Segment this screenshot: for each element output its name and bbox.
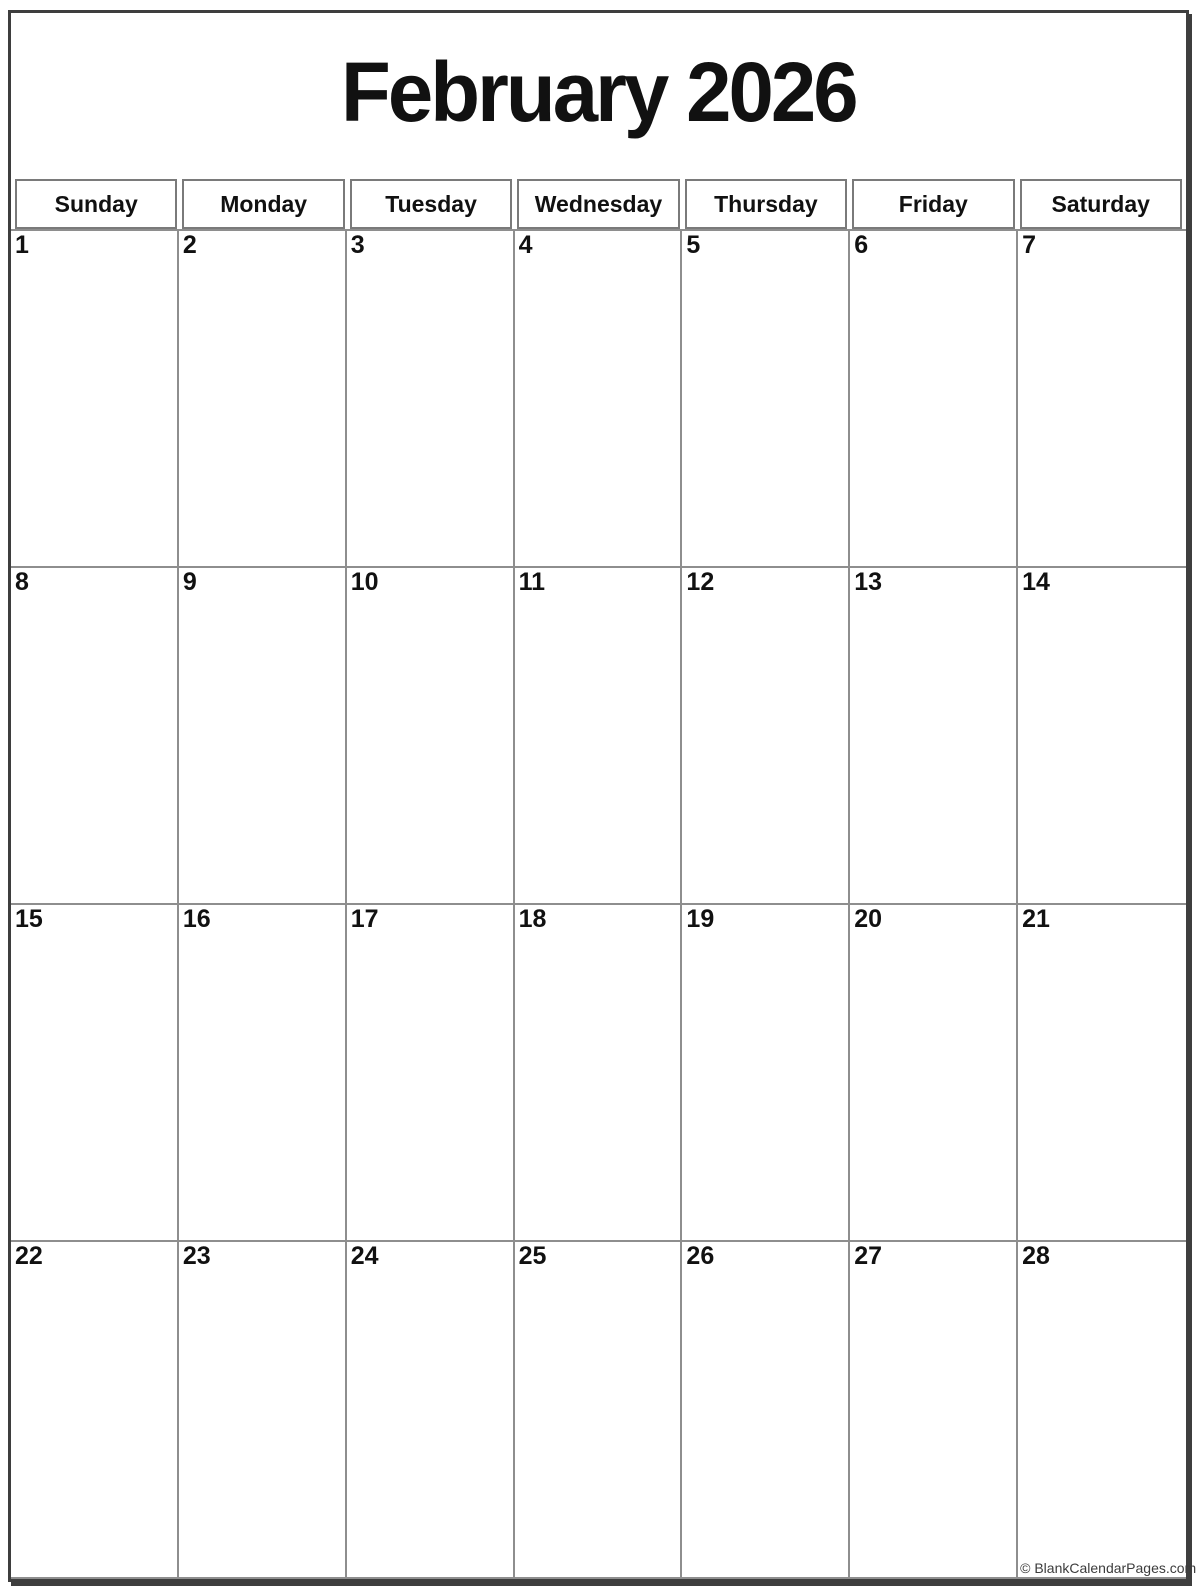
day-cell-7: [1018, 231, 1186, 568]
calendar-page-frame: [8, 10, 1197, 1582]
day-number: 5: [686, 231, 701, 259]
day-cell-11: [515, 568, 683, 905]
day-number: 12: [686, 568, 715, 596]
day-cell-5: [682, 231, 850, 568]
day-cell-8: [11, 568, 179, 905]
day-number: 22: [15, 1242, 43, 1270]
day-number: 9: [182, 568, 197, 596]
weekday-header-tuesday: Tuesday: [350, 179, 512, 229]
day-number: 8: [15, 568, 29, 596]
day-number: 2: [182, 231, 197, 259]
footer-credit: © BlankCalendarPages.com: [1020, 1560, 1197, 1576]
day-number: 17: [350, 905, 379, 933]
day-cell-27: [850, 1242, 1018, 1579]
day-number: 26: [686, 1242, 715, 1270]
day-number: 4: [518, 231, 533, 259]
day-cell-23: [179, 1242, 347, 1579]
day-number: 15: [15, 905, 43, 933]
day-cell-21: [1018, 905, 1186, 1242]
weekday-header-wednesday: Wednesday: [517, 179, 679, 229]
day-cell-9: [179, 568, 347, 905]
page-title: February 2026: [341, 44, 856, 139]
day-number: 23: [182, 1242, 211, 1270]
day-number: 18: [518, 905, 547, 933]
day-number: 16: [182, 905, 211, 933]
day-number: 7: [1022, 231, 1037, 259]
day-cell-28: [1018, 1242, 1197, 1579]
day-number: 13: [854, 568, 883, 596]
day-cell-3: [347, 231, 515, 568]
day-cell-4: [515, 231, 683, 568]
day-number: 27: [854, 1242, 883, 1270]
day-number: 24: [350, 1242, 379, 1270]
day-number: 19: [686, 905, 715, 933]
day-number: 25: [518, 1242, 547, 1270]
day-number: 10: [350, 568, 379, 596]
day-cell-26: [682, 1242, 850, 1579]
day-number: 6: [854, 231, 869, 259]
weekday-header-row: [11, 179, 1186, 229]
day-cell-12: [682, 568, 850, 905]
calendar-grid: [11, 229, 1197, 1579]
weekday-header-sunday: Sunday: [15, 179, 177, 229]
weekday-header-thursday: Thursday: [685, 179, 847, 229]
day-cell-20: [850, 905, 1018, 1242]
day-cell-13: [850, 568, 1018, 905]
day-cell-22: [11, 1242, 179, 1579]
weekday-header-friday: Friday: [852, 179, 1014, 229]
weekday-header-monday: Monday: [182, 179, 344, 229]
day-cell-6: [850, 231, 1018, 568]
day-number: 11: [518, 568, 545, 596]
day-number: 21: [1022, 905, 1050, 933]
day-number: 28: [1022, 1242, 1050, 1270]
day-cell-18: [515, 905, 683, 1242]
day-number: 1: [15, 231, 29, 259]
day-cell-2: [179, 231, 347, 568]
weekday-header-saturday: Saturday: [1020, 179, 1182, 229]
day-cell-1: [11, 231, 179, 568]
day-cell-16: [179, 905, 347, 1242]
day-cell-25: [515, 1242, 683, 1579]
title-area: [11, 13, 1186, 179]
day-cell-14: [1018, 568, 1186, 905]
day-number: 14: [1022, 568, 1050, 596]
day-number: 20: [854, 905, 883, 933]
day-cell-17: [347, 905, 515, 1242]
day-cell-19: [682, 905, 850, 1242]
day-cell-10: [347, 568, 515, 905]
day-number: 3: [350, 231, 365, 259]
day-cell-24: [347, 1242, 515, 1579]
day-cell-15: [11, 905, 179, 1242]
